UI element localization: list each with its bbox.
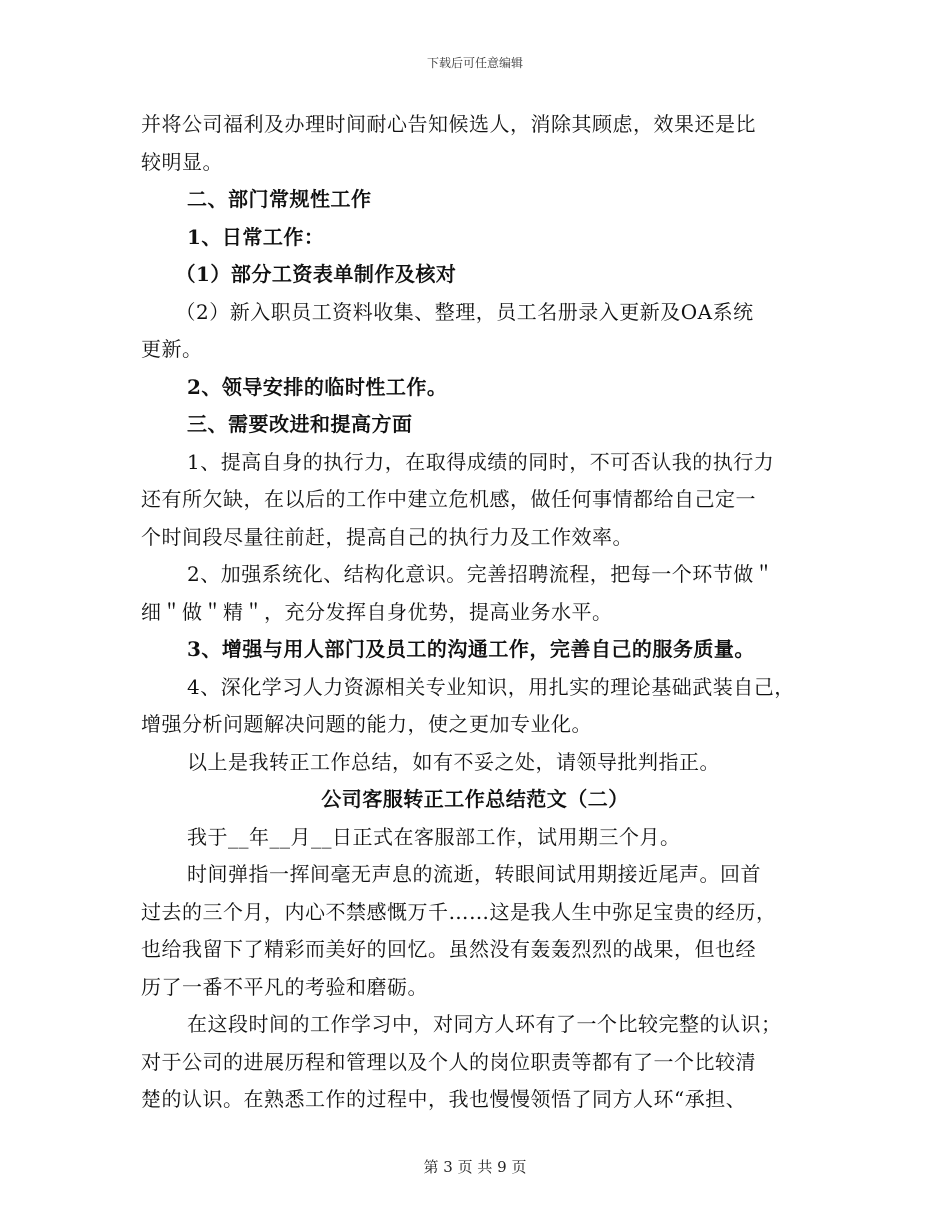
text-line: 在这段时间的工作学习中，对同方人环有了一个比较完整的认识； [187,1012,782,1036]
text-line: 增强分析问题解决问题的能力，使之更加专业化。 [141,712,592,736]
text-line: （2）新入职员工资料收集、整理，员工名册录入更新及OA系统 [175,299,754,324]
text-line: 更新。 [141,337,203,361]
text-line: 以上是我转正工作总结，如有不妥之处，请领导批判指正。 [187,749,720,774]
text-line: 较明显。 [141,149,223,174]
section-title: 公司客服转正工作总结范文（二） [321,787,629,811]
text-line: 过去的三个月，内心不禁感慨万千……这是我人生中弥足宝贵的经历， [141,899,777,924]
page-header: 下载后可任意编辑 [426,56,523,70]
heading-line: 三、需要改进和提高方面 [187,412,413,436]
text-line: 时间弹指一挥间毫无声息的流逝，转眼间试用期接近尾声。回首 [187,862,761,886]
text-line: 楚的认识。在熟悉工作的过程中，我也慢慢领悟了同方人环“承担、 [141,1087,747,1111]
text-line: 并将公司福利及办理时间耐心告知候选人，消除其顾虑，效果还是比 [141,112,756,136]
page-footer: 第 3 页 共 9 页 [423,1158,527,1176]
heading-line: 1、日常工作： [187,224,325,249]
heading-line: （1）部分工资表单制作及核对 [175,262,457,286]
text-line: 4、深化学习人力资源相关专业知识，用扎实的理论基础武装自己， [187,674,795,699]
text-line: 还有所欠缺，在以后的工作中建立危机感，做任何事情都给自己定一 [141,487,756,511]
heading-line: 3、增强与用人部门及员工的沟通工作，完善自己的服务质量。 [187,637,755,661]
text-line: 个时间段尽量往前赶，提高自己的执行力及工作效率。 [141,524,633,549]
text-line: 对于公司的进展历程和管理以及个人的岗位职责等都有了一个比较清 [141,1049,756,1074]
text-line: 历了一番不平凡的考验和磨砺。 [141,974,428,999]
text-line: 1、提高自身的执行力，在取得成绩的同时，不可否认我的执行力 [187,449,775,474]
heading-line: 二、部门常规性工作 [187,187,372,211]
text-line: 2、加强系统化、结构化意识。完善招聘流程，把每一个环节做＂ [187,562,775,586]
text-line: 细＂做＂精＂，充分发挥自身优势，提高业务水平。 [141,599,613,624]
heading-line: 2、领导安排的临时性工作。 [187,374,448,399]
document-body [141,106,817,1119]
text-line: 我于__年__月__日正式在客服部工作，试用期三个月。 [187,824,681,849]
text-line: 也给我留下了精彩而美好的回忆。虽然没有轰轰烈烈的战果，但也经 [141,937,756,961]
